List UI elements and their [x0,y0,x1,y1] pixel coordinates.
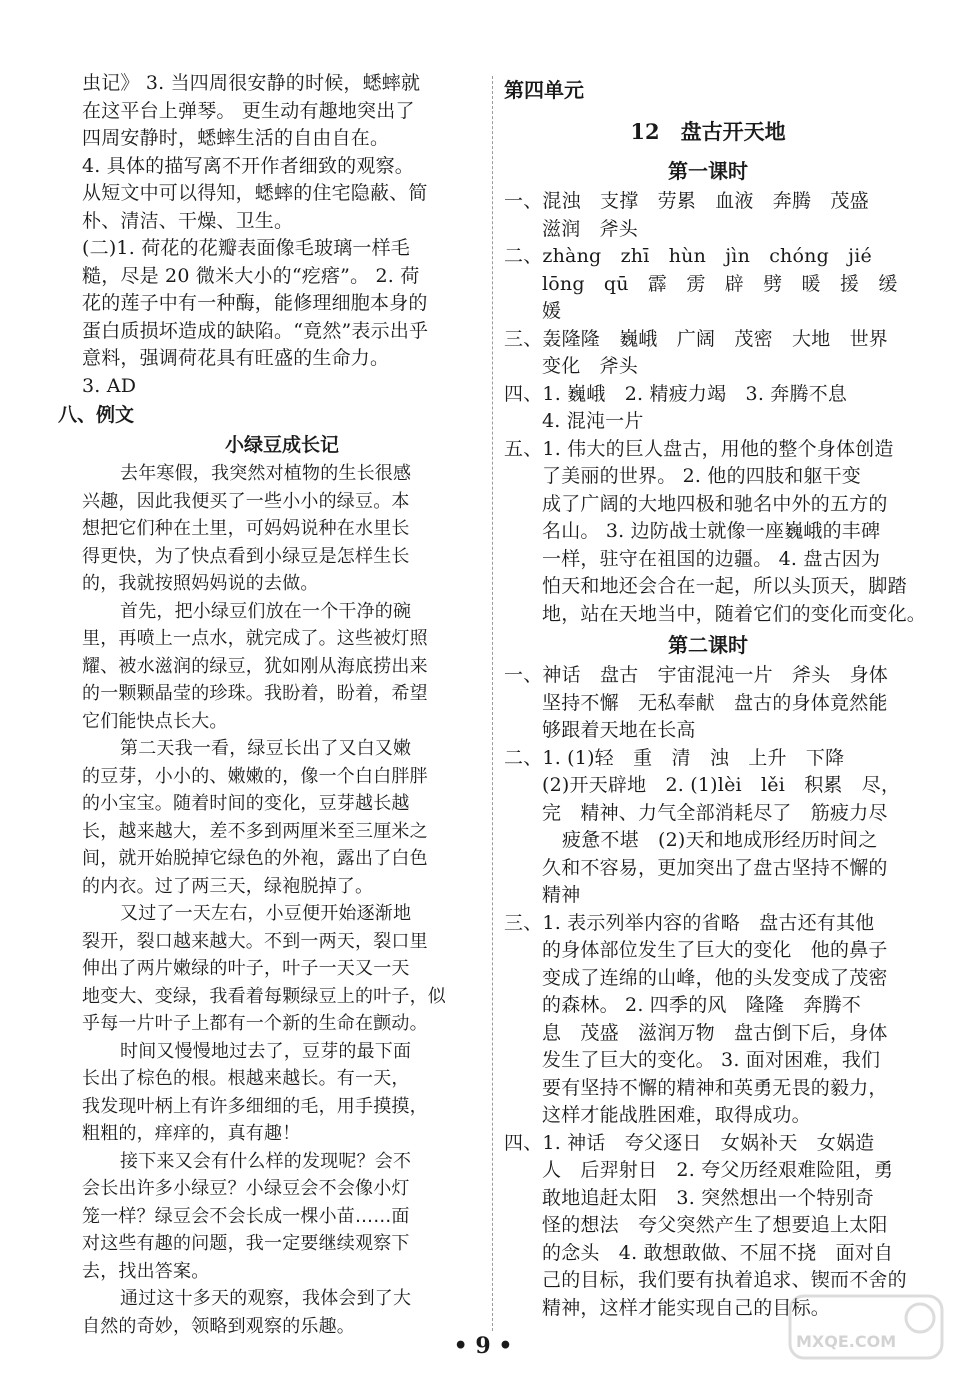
answer-line: 四、1. 神话 夸父逐日 女娲补天 女娲造 [504,1131,875,1154]
answer-line: 的身体部位发生了巨大的变化 他的鼻子 [542,939,888,961]
answer-line: (二)1. 荷花的花瓣表面像毛玻璃一样毛 [82,237,410,259]
answer-line: 的念头 4. 敢想敢做、不屈不挠 面对自 [542,1241,894,1264]
essay-line: 我发现叶柄上有许多细细的毛，用手摸摸， [82,1095,428,1117]
page-number: • 9 • [453,1333,513,1359]
answer-line: 虫记》 3. 当四周很安静的时候，蟋蟀就 [82,72,421,94]
essay-line: 的内衣。过了两三天，绿袍脱掉了。 [82,875,374,897]
column-divider [492,76,493,1331]
answer-line: 二、1. (1)轻 重 清 浊 上升 下降 [504,746,845,769]
essay-body [82,460,482,1340]
answer-line: 怪的想法 夸父突然产生了想要追上太阳 [542,1214,888,1236]
lesson-title: 12 盘古开天地 [630,119,786,144]
essay-line: 长，越来越大，差不多到两厘米至三厘米之 [82,820,428,842]
essay-line: 长出了棕色的根。根越来越长。有一天， [82,1068,410,1089]
watermark-logo [786,1292,946,1362]
answer-line: 4. 混沌一片 [542,410,644,432]
answer-line: 息 茂盛 滋润万物 盘古倒下后，身体 [542,1021,888,1044]
answer-line: 4. 具体的描写离不开作者细致的观察。 [82,154,414,177]
answer-line: 发生了巨大的变化。 3. 面对困难，我们 [542,1049,881,1071]
essay-line: 的，我就按照妈妈说的去做。 [82,573,319,594]
answer-line: 意料，强调荷花具有旺盛的生命力。 [82,347,390,369]
essay-line: 会长出许多小绿豆？小绿豆会不会像小灯 [82,1178,410,1199]
essay-line: 笼一样？绿豆会不会长成一棵小苗……面 [82,1205,410,1227]
answer-line: 四、1. 巍峨 2. 精疲力竭 3. 奔腾不息 [504,382,848,405]
essay-line: 裂开，裂口越来越大。不到一两天，裂口里 [82,930,428,952]
answer-line: 要有坚持不懈的精神和英勇无畏的毅力， [542,1076,888,1099]
answer-line: 朴、清洁、干燥、卫生。 [82,209,294,232]
answer-line: lōng qū 霹 雳 辟 劈 暖 援 缓 [542,272,898,295]
essay-line: 的豆芽，小小的、嫩嫩的，像一个白白胖胖 [82,765,428,787]
answer-line: 糙，尽是 20 微米大小的“疙瘩”。 2. 荷 [82,264,420,287]
answer-line: 己的目标，我们要有执着追求、锲而不舍的 [542,1269,907,1291]
essay-line: 地变大、变绿，我看着每颗绿豆上的叶子，似 [82,985,446,1007]
unit-title: 第四单元 [504,78,584,102]
answer-line: 精神 [542,884,581,906]
essay-line: 乎每一片叶子上都有一个新的生命在颤动。 [82,1013,428,1034]
essay-line: 里，再喷上一点水，就完成了。这些被灯照 [82,628,428,649]
essay-line: 对这些有趣的问题，我一定要继续观察下 [82,1233,410,1254]
answer-line: 一、神话 盘古 宇宙混沌一片 斧头 身体 [504,664,889,686]
answer-line: 人 后羿射日 2. 夸父历经艰难险阻，勇 [542,1159,894,1181]
period-one-heading: 第一课时 [668,159,748,183]
answer-line: 五、1. 伟大的巨人盘古，用他的整个身体创造 [504,437,894,460]
essay-line: 想把它们种在土里，可妈妈说种在水里长 [82,518,410,539]
answer-line: 变化 斧头 [542,355,639,377]
answer-line: 三、1. 表示列举内容的省略 盘古还有其他 [504,911,875,934]
essay-line: 去年寒假，我突然对植物的生长很感 [120,463,412,484]
answer-line: 四周安静时，蟋蟀生活的自由自在。 [82,127,390,149]
answer-line: 敢地追赶太阳 3. 突然想出一个特别奇 [542,1186,874,1209]
answer-line: 从短文中可以得知，蟋蟀的住宅隐蔽、简 [82,182,428,204]
essay-line: 第二天我一看，绿豆长出了又白又嫩 [120,738,412,759]
answer-line: 花的莲子中有一种酶，能修理细胞本身的 [82,292,428,314]
answer-line: 一样，驻守在祖国的边疆。 4. 盘古因为 [542,547,881,570]
answer-line: 变成了连绵的山峰，他的头发变成了茂密 [542,966,888,989]
answer-line: 二、zhàng zhī hùn jìn chóng jié [504,245,872,267]
essay-line: 又过了一天左右，小豆便开始逐渐地 [120,903,412,924]
answer-line: 疲惫不堪 (2)天和地成形经历时间之 [562,829,878,851]
essay-line: 接下来又会有什么样的发现呢？会不 [120,1150,412,1172]
essay-line: 间，就开始脱掉它绿色的外袍，露出了白色 [82,848,428,869]
essay-line: 首先，把小绿豆们放在一个干净的碗 [120,600,412,622]
answer-line: (2)开天辟地 2. (1)lèi lěi 积累 尽， [542,774,901,796]
answer-line: 了美丽的世界。 2. 他的四肢和躯干变 [542,465,862,487]
essay-line: 自然的奇妙，领略到观察的乐趣。 [82,1315,355,1337]
essay-line: 去，找出答案。 [82,1260,210,1282]
answer-line: 够跟着天地在长高 [542,719,696,741]
answer-line: 久和不容易，更加突出了盘古坚持不懈的 [542,856,888,879]
essay-line: 粗粗的，痒痒的，真有趣！ [82,1123,301,1144]
essay-line: 兴趣，因此我便买了一些小小的绿豆。本 [82,490,410,512]
answer-line: 精神，这样才能实现自己的目标。 [542,1296,831,1319]
essay-line: 耀、被水滋润的绿豆，犹如刚从海底捞出来 [82,655,428,677]
answer-line: 蛋白质损坏造成的缺陷。“竟然”表示出乎 [82,319,429,342]
watermark-text: MXQE.COM [796,1332,897,1351]
essay-line: 通过这十多天的观察，我体会到了大 [120,1288,412,1309]
essay-title: 小绿豆成长记 [224,434,339,456]
answer-line: 滋润 斧头 [542,217,639,240]
answer-line: 的森林。 2. 四季的风 隆隆 奔腾不 [542,994,862,1016]
answer-line: 地，站在天地当中，随着它们的变化而变化。 [542,602,927,625]
period-two-heading: 第二课时 [668,633,748,657]
essay-line: 伸出了两片嫩绿的叶子，叶子一天又一天 [82,958,410,979]
essay-line: 它们能快点长大。 [82,710,228,732]
answer-line: 这样才能战胜困难，取得成功。 [542,1104,811,1126]
left-column [58,70,482,1340]
answer-line: 成了广阔的大地四极和驰名中外的五方的 [542,492,888,515]
answer-line: 在这平台上弹琴。 更生动有趣地突出了 [82,99,415,122]
essay-line: 的一颗颗晶莹的珍珠。我盼着，盼着，希望 [82,683,428,704]
answer-line: 三、轰隆隆 巍峨 广阔 茂密 大地 世界 [504,327,889,350]
essay-line: 的小宝宝。随着时间的变化，豆芽越长越 [82,793,410,814]
answer-line: 名山。 3. 边防战士就像一座巍峨的丰碑 [542,520,881,542]
answer-line: 怕天和地还会合在一起，所以头顶天，脚踏 [542,575,907,597]
right-column [504,70,927,1322]
essay-line: 得更快，为了快点看到小绿豆是怎样生长 [82,545,410,567]
essay-line: 时间又慢慢地过去了，豆芽的最下面 [120,1040,412,1062]
answer-line: 一、混浊 支撑 劳累 血液 奔腾 茂盛 [504,190,869,212]
section-eight-label: 八、例文 [58,404,135,426]
answer-line: 3. AD [82,374,137,397]
watermark-icon [786,1292,946,1362]
answer-line: 坚持不懈 无私奉献 盘古的身体竟然能 [542,691,888,714]
answer-line: 完 精神、力气全部消耗尽了 筋疲力尽 [542,801,888,824]
answer-line: 媛 [542,300,562,322]
